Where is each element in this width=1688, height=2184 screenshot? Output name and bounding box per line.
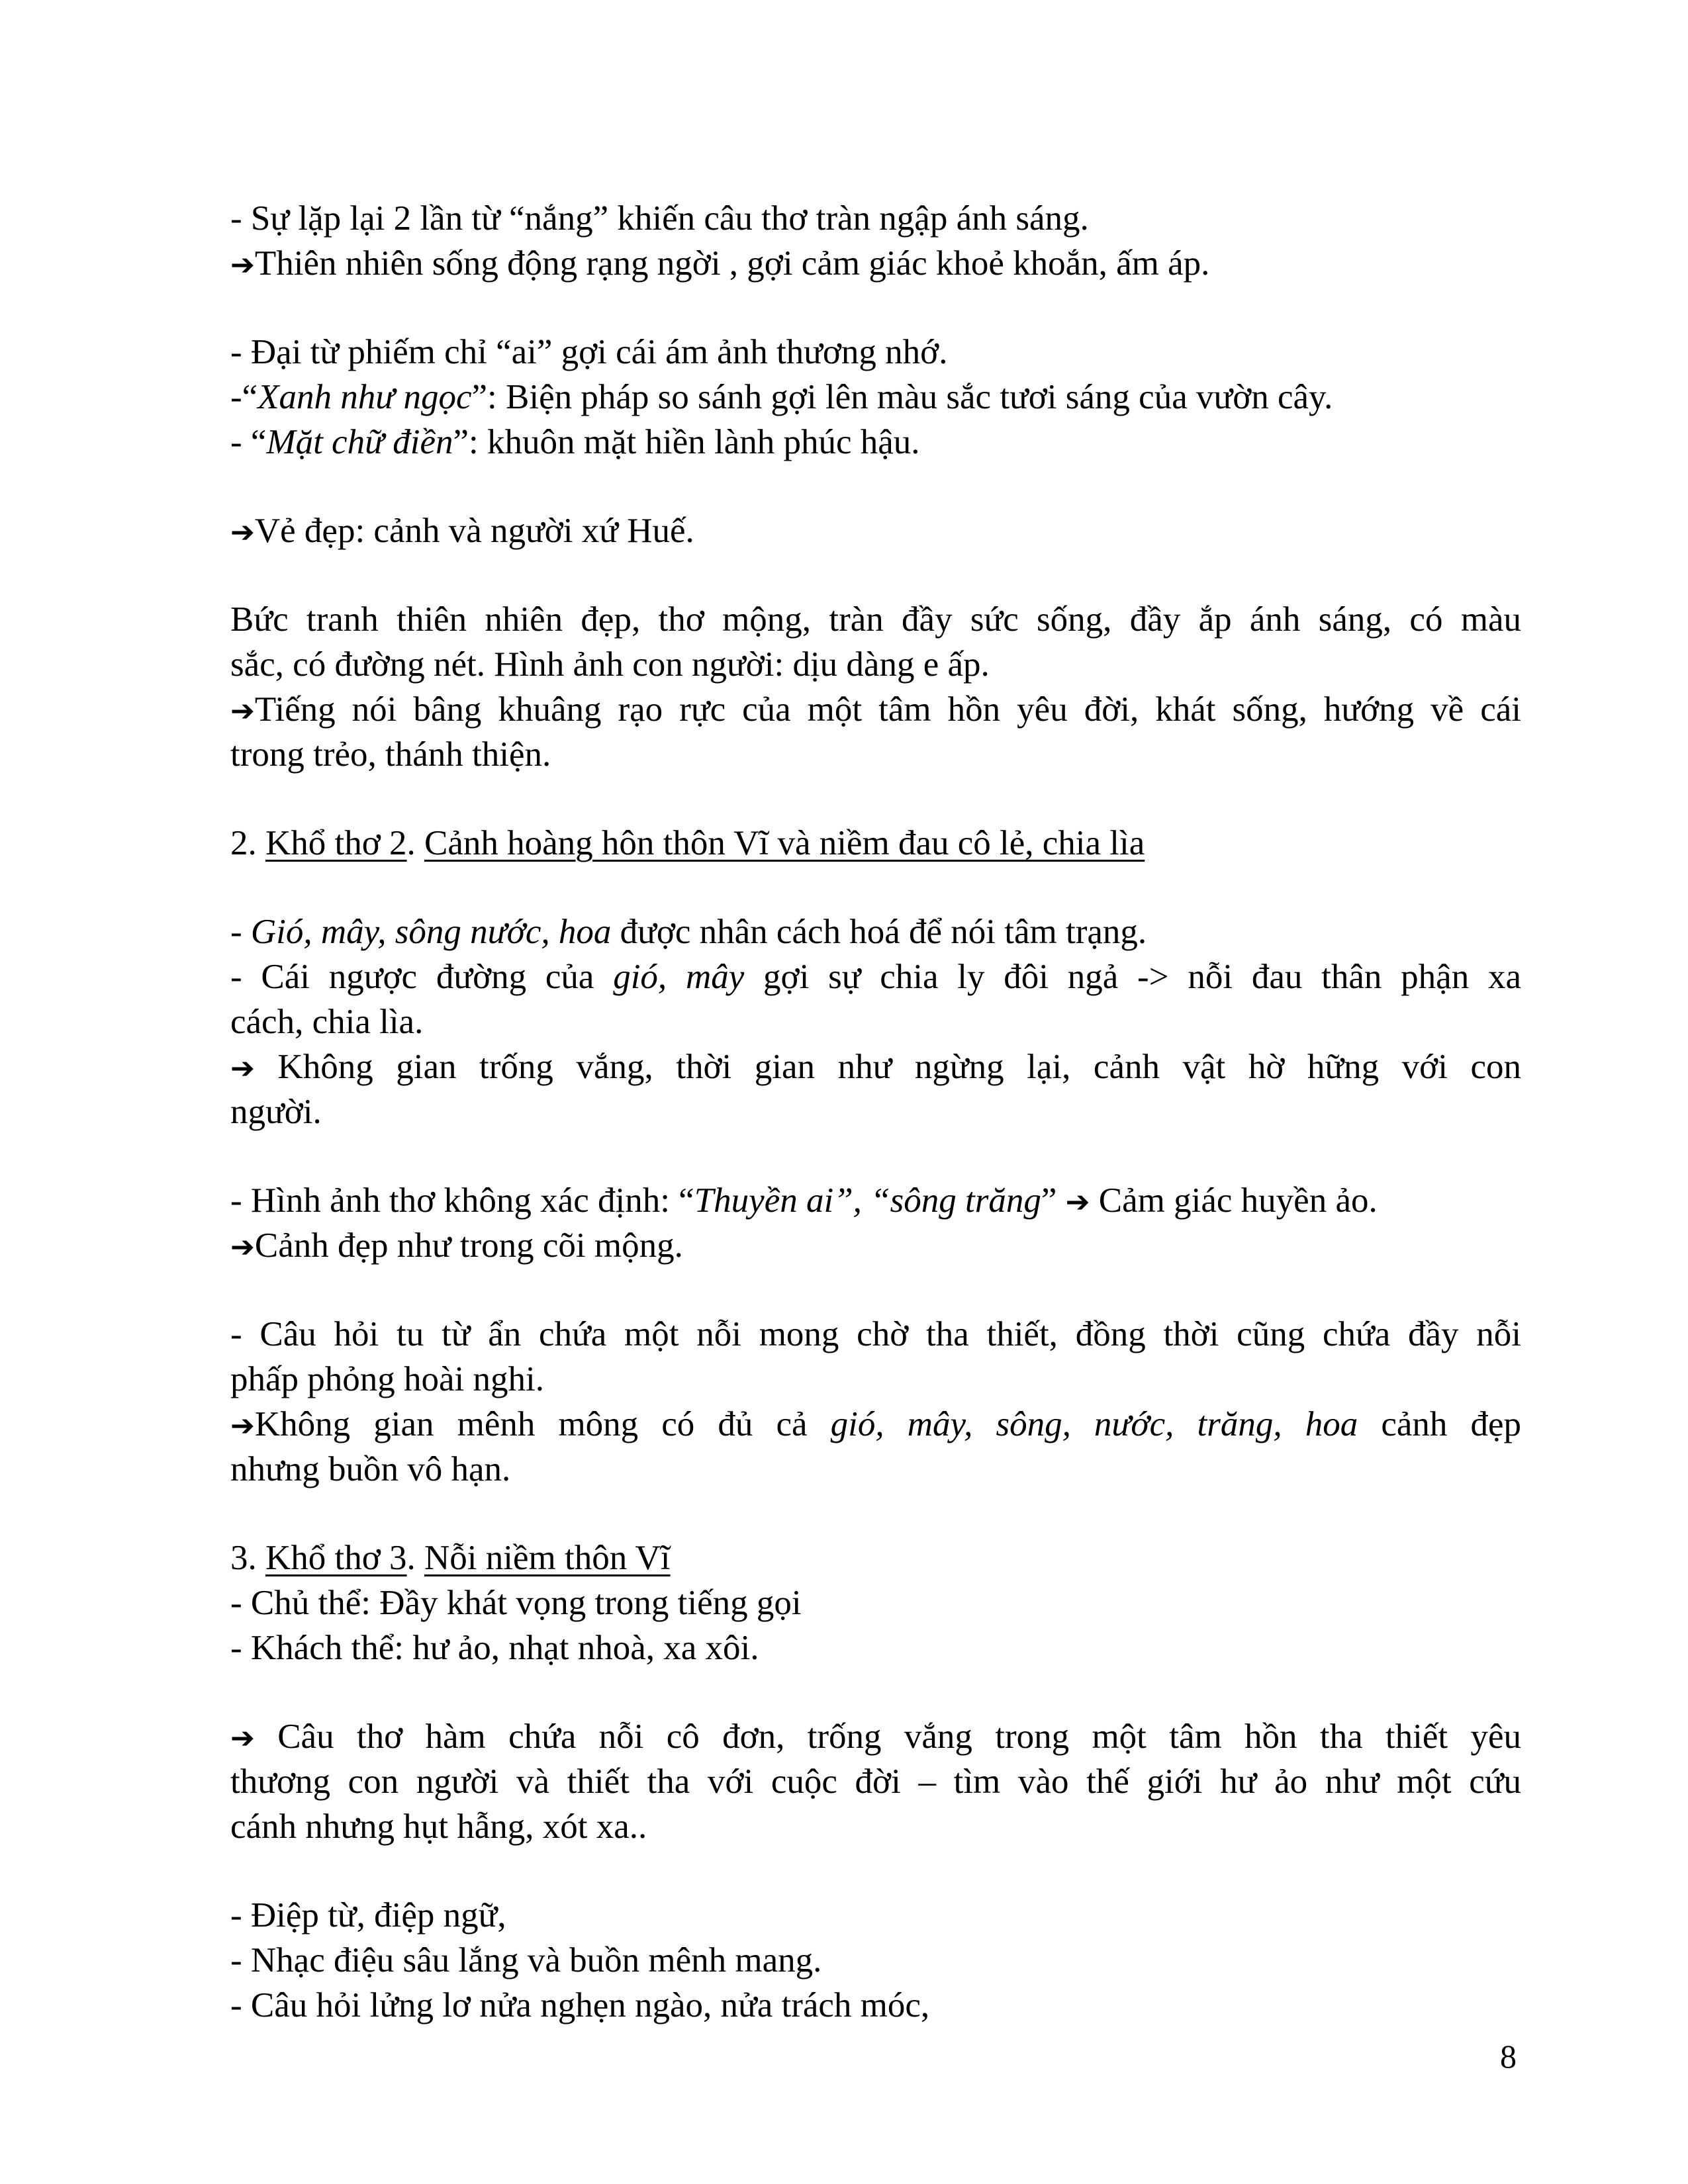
text-line: - Nhạc điệu sâu lắng và buồn mênh mang. bbox=[230, 1941, 822, 1979]
text-line: cách, chia lìa. bbox=[230, 1003, 424, 1041]
text-line: ➔Tiếng nói bâng khuâng rạo rực của một tâm hồn yêu đời, khát sống, hướng về cái bbox=[230, 690, 1521, 729]
text-line: - Gió, mây, sông nước, hoa được nhân cách hoá để nói tâm trạng. bbox=[230, 913, 1147, 951]
arrow-right-icon: ➔ bbox=[230, 694, 255, 728]
text-line: Bức tranh thiên nhiên đẹp, thơ mộng, tràn đầy sức sống, đầy ắp ánh sáng, có màu bbox=[230, 600, 1521, 639]
text-line: ➔Cảnh đẹp như trong cõi mộng. bbox=[230, 1226, 683, 1265]
arrow-right-icon: ➔ bbox=[230, 1721, 255, 1755]
text-line: - Câu hỏi tu từ ẩn chứa một nỗi mong chờ tha thiết, đồng thời cũng chứa đầy nỗi bbox=[230, 1315, 1521, 1353]
text-line: - Sự lặp lại 2 lần từ “nắng” khiến câu thơ tràn ngập ánh sáng. bbox=[230, 199, 1089, 238]
text-line: - Hình ảnh thơ không xác định: “Thuyền ai”, “sông trăng” ➔ Cảm giác huyền ảo. bbox=[230, 1181, 1378, 1220]
text-line: cánh nhưng hụt hẫng, xót xa.. bbox=[230, 1807, 647, 1846]
arrow-right-icon: ➔ bbox=[230, 1052, 255, 1085]
text-line: - Chủ thể: Đầy khát vọng trong tiếng gọi bbox=[230, 1584, 802, 1622]
text-line: sắc, có đường nét. Hình ảnh con người: dịu dàng e ấp. bbox=[230, 645, 990, 684]
text-line: - Khách thể: hư ảo, nhạt nhoà, xa xôi. bbox=[230, 1629, 759, 1667]
arrow-right-icon: ➔ bbox=[230, 1409, 255, 1443]
text-line: - Điệp từ, điệp ngữ, bbox=[230, 1896, 506, 1934]
text-line: thương con người và thiết tha với cuộc đời – tìm vào thế giới hư ảo như một cứu bbox=[230, 1762, 1521, 1801]
text-line: người. bbox=[230, 1093, 322, 1131]
section-heading: 3. Khổ thơ 3. Nỗi niềm thôn Vĩ bbox=[230, 1539, 671, 1577]
text-line: - Cái ngược đường của gió, mây gợi sự chia ly đôi ngả -> nỗi đau thân phận xa bbox=[230, 958, 1522, 996]
text-line: ➔ Câu thơ hàm chứa nỗi cô đơn, trống vắng trong một tâm hồn tha thiết yêu bbox=[230, 1717, 1521, 1756]
text-line: ➔Không gian mênh mông có đủ cả gió, mây, sông, nước, trăng, hoa cảnh đẹp bbox=[230, 1405, 1521, 1443]
text-line: -“Xanh như ngọc”: Biện pháp so sánh gợi lên màu sắc tươi sáng của vườn cây. bbox=[230, 378, 1333, 416]
arrow-right-icon: ➔ bbox=[1065, 1185, 1090, 1219]
text-line: - “Mặt chữ điền”: khuôn mặt hiền lành phúc hậu. bbox=[230, 423, 920, 461]
text-line: ➔ Không gian trống vắng, thời gian như ngừng lại, cảnh vật hờ hững với con bbox=[230, 1048, 1521, 1086]
arrow-right-icon: ➔ bbox=[230, 1230, 255, 1264]
section-heading: 2. Khổ thơ 2. Cảnh hoàng hôn thôn Vĩ và niềm đau cô lẻ, chia lìa bbox=[230, 824, 1145, 862]
page-number: 8 bbox=[1500, 2038, 1517, 2075]
text-line: nhưng buồn vô hạn. bbox=[230, 1450, 511, 1488]
text-line: ➔Vẻ đẹp: cảnh và người xứ Huế. bbox=[230, 512, 694, 550]
text-line: phấp phỏng hoài nghi. bbox=[230, 1360, 544, 1398]
arrow-right-icon: ➔ bbox=[230, 516, 255, 549]
text-line: ➔Thiên nhiên sống động rạng ngời , gợi cảm giác khoẻ khoắn, ấm áp. bbox=[230, 244, 1210, 283]
text-line: - Đại từ phiếm chỉ “ai” gợi cái ám ảnh thương nhớ. bbox=[230, 333, 948, 371]
text-line: trong trẻo, thánh thiện. bbox=[230, 735, 551, 774]
text-line: - Câu hỏi lửng lơ nửa nghẹn ngào, nửa trách móc, bbox=[230, 1986, 930, 2025]
arrow-right-icon: ➔ bbox=[230, 248, 255, 282]
